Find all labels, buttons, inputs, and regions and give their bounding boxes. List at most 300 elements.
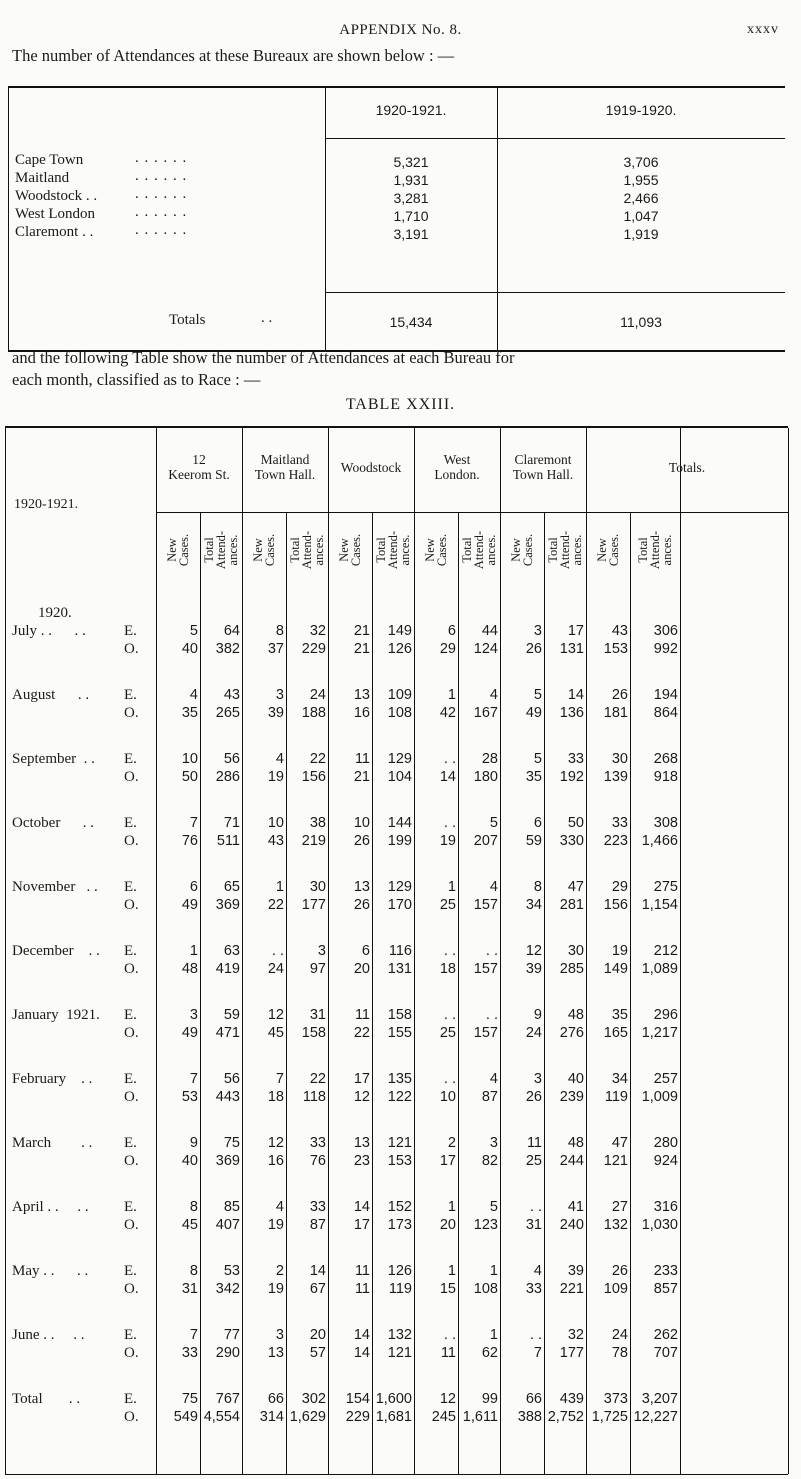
table-cell-o: 121 <box>603 1153 628 1169</box>
table-cell-o: 407 <box>215 1217 240 1233</box>
table-cell-o: 1,030 <box>641 1217 678 1233</box>
table-cell-e: 316 <box>653 1199 678 1215</box>
subheader-text: Total Attend- ances. <box>288 530 326 570</box>
table-cell-o: 108 <box>387 705 412 721</box>
table-cell-o: 40 <box>181 641 198 657</box>
table-cell-e: 39 <box>567 1263 584 1279</box>
table-cell-e: 29 <box>611 879 628 895</box>
table-cell-o: 15 <box>439 1281 456 1297</box>
subheader-text: New Cases. <box>250 533 277 567</box>
table-cell-e: . . <box>443 815 456 831</box>
table-cell-o: 11 <box>354 1281 370 1297</box>
table-cell-e: 126 <box>387 1263 412 1279</box>
table-cell-o: 419 <box>215 961 240 977</box>
table-cell-e: 4 <box>533 1263 542 1279</box>
table-cell-e: 34 <box>611 1071 628 1087</box>
table-cell-o: 188 <box>301 705 326 721</box>
subheader-text: New Cases. <box>164 533 191 567</box>
summary-totals-dots: . . <box>261 310 273 326</box>
table-cell-o: 87 <box>309 1217 326 1233</box>
month-label: November . . <box>12 879 98 895</box>
table-cell-o: 33 <box>525 1281 542 1297</box>
table-cell-e: 154 <box>345 1391 370 1407</box>
summary-value-1919: 1,047 <box>623 208 659 224</box>
race-label-e: E. <box>124 815 137 831</box>
table-cell-e: 3,207 <box>641 1391 678 1407</box>
table-cell-e: 22 <box>309 1071 326 1087</box>
month-label: February . . <box>12 1071 93 1087</box>
table-cell-e: 4 <box>189 687 198 703</box>
table-cell-e: 85 <box>223 1199 240 1215</box>
table-cell-e: 5 <box>533 751 542 767</box>
table-cell-o: 76 <box>309 1153 326 1169</box>
table-cell-o: 924 <box>653 1153 678 1169</box>
table-cell-o: 1,611 <box>462 1409 498 1425</box>
table-cell-e: 17 <box>353 1071 370 1087</box>
table-cell-o: 39 <box>525 961 542 977</box>
table-cell-o: 207 <box>473 833 498 849</box>
table-cell-e: 8 <box>533 879 542 895</box>
table-cell-e: 33 <box>309 1199 326 1215</box>
table-cell-e: 109 <box>387 687 412 703</box>
table-cell-e: 43 <box>611 623 628 639</box>
table-cell-e: 30 <box>611 751 628 767</box>
table-cell-o: 131 <box>559 641 584 657</box>
subheader-text: New Cases. <box>594 533 621 567</box>
month-label: Total . . <box>12 1391 81 1407</box>
table-cell-e: 116 <box>388 943 412 959</box>
table-cell-o: 265 <box>215 705 240 721</box>
summary-total-1920: 15,434 <box>389 314 433 330</box>
table-cell-e: 1 <box>189 943 198 959</box>
table-cell-o: 219 <box>301 833 326 849</box>
table-cell-o: 149 <box>603 961 628 977</box>
table-cell-e: 3 <box>489 1135 498 1151</box>
subheader-text: Total Attend- ances. <box>460 530 498 570</box>
group-header-rule <box>156 512 788 513</box>
race-label-e: E. <box>124 1391 137 1407</box>
table-cell-e: 9 <box>533 1007 542 1023</box>
table-cell-o: 19 <box>267 1281 284 1297</box>
table-cell-o: 126 <box>387 641 412 657</box>
table-cell-e: 53 <box>223 1263 240 1279</box>
table-cell-e: 6 <box>447 623 456 639</box>
table-cell-o: 22 <box>353 1025 370 1041</box>
table-cell-e: 47 <box>611 1135 628 1151</box>
summary-value-1919: 3,706 <box>623 154 659 170</box>
race-label-e: E. <box>124 1135 137 1151</box>
group-divider <box>328 428 329 1474</box>
summary-row-label: Maitland <box>15 170 70 186</box>
month-label: December . . <box>12 943 100 959</box>
table-cell-e: 6 <box>361 943 370 959</box>
table-cell-e: 48 <box>567 1007 584 1023</box>
table-cell-e: 8 <box>275 623 284 639</box>
month-label: August . . <box>12 687 90 703</box>
group-header-line: 12 <box>192 452 206 467</box>
subheader-total-attendances <box>458 516 500 584</box>
group-header-line: West <box>443 452 471 467</box>
table-cell-o: 121 <box>387 1345 412 1361</box>
table-cell-o: 158 <box>301 1025 326 1041</box>
table-cell-e: 135 <box>387 1071 412 1087</box>
table-cell-e: 12 <box>267 1135 284 1151</box>
table-cell-o: 155 <box>387 1025 412 1041</box>
table-cell-e: 3 <box>275 1327 284 1343</box>
table-cell-o: 122 <box>387 1089 412 1105</box>
table-cell-o: 157 <box>473 961 498 977</box>
table-cell-o: 1,681 <box>375 1409 412 1425</box>
table-cell-e: 64 <box>223 623 240 639</box>
table-cell-e: 1 <box>489 1263 498 1279</box>
table-cell-e: 27 <box>611 1199 628 1215</box>
summary-value-1920: 1,710 <box>393 208 429 224</box>
table-cell-e: 14 <box>309 1263 326 1279</box>
group-header <box>586 460 788 475</box>
table-cell-o: 34 <box>525 897 542 913</box>
table-cell-e: 439 <box>559 1391 584 1407</box>
race-label-e: E. <box>124 623 137 639</box>
table-cell-o: 223 <box>603 833 628 849</box>
table-cell-o: 1,009 <box>641 1089 678 1105</box>
race-label-o: O. <box>124 1409 139 1425</box>
table-cell-o: 992 <box>653 641 678 657</box>
table-cell-o: 24 <box>525 1025 542 1041</box>
table-cell-o: 78 <box>611 1345 628 1361</box>
table-cell-o: 18 <box>267 1089 284 1105</box>
table-cell-e: 7 <box>189 1071 198 1087</box>
year-label: 1920. <box>38 605 72 621</box>
race-label-e: E. <box>124 1327 137 1343</box>
table-cell-e: 24 <box>611 1327 628 1343</box>
table-cell-e: 5 <box>189 623 198 639</box>
table-cell-o: 104 <box>387 769 412 785</box>
table-cell-o: 39 <box>267 705 284 721</box>
group-header-line: Maitland <box>260 452 310 467</box>
table-cell-e: 75 <box>181 1391 198 1407</box>
summary-total-1919: 11,093 <box>620 314 662 330</box>
table-cell-e: . . <box>443 943 456 959</box>
table-cell-e: 13 <box>353 687 370 703</box>
table-cell-o: 199 <box>387 833 412 849</box>
table-cell-o: 25 <box>439 1025 456 1041</box>
group-header-line: Claremont <box>514 452 572 467</box>
table-cell-o: 388 <box>517 1409 542 1425</box>
table-cell-o: 139 <box>603 769 628 785</box>
table-cell-e: 144 <box>387 815 412 831</box>
table-cell-e: 32 <box>567 1327 584 1343</box>
summary-row-label: Claremont . . <box>15 224 94 240</box>
table-cell-o: 31 <box>525 1217 542 1233</box>
subheader-text: Total Attend- ances. <box>374 530 412 570</box>
table-cell-o: 42 <box>439 705 456 721</box>
table-cell-o: 7 <box>533 1345 542 1361</box>
race-label-e: E. <box>124 1007 137 1023</box>
summary-row-dots: . . . . . . <box>135 186 188 202</box>
table-cell-o: 35 <box>525 769 542 785</box>
table-cell-e: 152 <box>387 1199 412 1215</box>
table-cell-e: 48 <box>567 1135 584 1151</box>
table-cell-e: 12 <box>439 1391 456 1407</box>
race-label-e: E. <box>124 1071 137 1087</box>
table-cell-e: 1 <box>447 687 456 703</box>
table-xxiii <box>5 426 788 1475</box>
table-cell-e: . . <box>443 1327 456 1343</box>
table-cell-e: 4 <box>489 687 498 703</box>
table-cell-o: 156 <box>301 769 326 785</box>
table-cell-e: 11 <box>354 751 370 767</box>
table-cell-o: 26 <box>353 833 370 849</box>
table-cell-e: 767 <box>215 1391 240 1407</box>
race-label-o: O. <box>124 1089 139 1105</box>
summary-value-1919: 1,919 <box>623 226 659 242</box>
table-cell-e: 1 <box>447 1199 456 1215</box>
table-cell-o: 19 <box>267 1217 284 1233</box>
table-cell-e: 233 <box>653 1263 678 1279</box>
table-cell-e: 5 <box>489 1199 498 1215</box>
subheader-total-attendances <box>286 516 328 584</box>
table-cell-e: 9 <box>189 1135 198 1151</box>
summary-row-dots: . . . . . . <box>135 222 188 238</box>
table-cell-e: 75 <box>223 1135 240 1151</box>
table-cell-o: 1,154 <box>641 897 678 913</box>
table-cell-e: 71 <box>223 815 240 831</box>
table-cell-e: 14 <box>567 687 584 703</box>
table-cell-e: 194 <box>653 687 678 703</box>
table-cell-o: 19 <box>267 769 284 785</box>
table-cell-e: 56 <box>223 751 240 767</box>
table-cell-e: 43 <box>223 687 240 703</box>
table-cell-e: 99 <box>481 1391 498 1407</box>
summary-value-1920: 3,281 <box>393 190 429 206</box>
table-cell-o: 177 <box>301 897 326 913</box>
race-label-o: O. <box>124 1025 139 1041</box>
table-cell-o: 14 <box>439 769 456 785</box>
table-cell-o: 43 <box>267 833 284 849</box>
race-label-e: E. <box>124 751 137 767</box>
page-number: xxxv <box>747 22 779 37</box>
race-label-o: O. <box>124 705 139 721</box>
table-cell-e: 308 <box>653 815 678 831</box>
table-cell-o: 549 <box>173 1409 198 1425</box>
table-cell-o: 24 <box>267 961 284 977</box>
table-cell-e: 11 <box>526 1135 542 1151</box>
table-cell-e: 14 <box>353 1327 370 1343</box>
subheader-new-cases <box>156 516 200 584</box>
table-cell-e: . . <box>443 751 456 767</box>
subheader-text: New Cases. <box>336 533 363 567</box>
group-header-line: Totals. <box>668 460 706 475</box>
table-cell-e: . . <box>443 1007 456 1023</box>
table-cell-e: 121 <box>387 1135 412 1151</box>
table-cell-o: 12,227 <box>633 1409 678 1425</box>
table-cell-e: 77 <box>223 1327 240 1343</box>
summary-row-dots: . . . . . . <box>135 168 188 184</box>
table-cell-e: 129 <box>387 879 412 895</box>
table-cell-o: 76 <box>181 833 198 849</box>
table-cell-o: 45 <box>181 1217 198 1233</box>
table-cell-o: 57 <box>309 1345 326 1361</box>
table-cell-e: 8 <box>189 1263 198 1279</box>
subheader-total-attendances <box>200 516 242 584</box>
summary-totals-label: Totals <box>169 312 206 328</box>
table-cell-e: 8 <box>189 1199 198 1215</box>
race-label-e: E. <box>124 1263 137 1279</box>
table-cell-e: 33 <box>611 815 628 831</box>
paragraph-line-2: each month, classified as to Race : — <box>12 370 261 389</box>
race-label-o: O. <box>124 833 139 849</box>
table-cell-e: 12 <box>267 1007 284 1023</box>
table-cell-o: 119 <box>388 1281 412 1297</box>
table-cell-o: 31 <box>181 1281 198 1297</box>
group-header <box>500 452 586 482</box>
table-cell-e: 63 <box>223 943 240 959</box>
table-cell-e: 24 <box>309 687 326 703</box>
table-title: TABLE XXIII. <box>345 396 456 413</box>
page-header: APPENDIX No. 8. <box>339 22 462 38</box>
table-cell-o: 177 <box>559 1345 584 1361</box>
table-cell-o: 281 <box>559 897 584 913</box>
table-cell-o: 10 <box>439 1089 456 1105</box>
table-cell-o: 245 <box>431 1409 456 1425</box>
group-divider <box>242 428 243 1474</box>
table-cell-o: 33 <box>181 1345 198 1361</box>
table-cell-e: 3 <box>533 1071 542 1087</box>
table-cell-o: 857 <box>653 1281 678 1297</box>
race-label-o: O. <box>124 641 139 657</box>
table-cell-o: 181 <box>603 705 628 721</box>
table-cell-o: 40 <box>181 1153 198 1169</box>
month-label: June . . . . <box>12 1327 85 1343</box>
table-cell-o: 2,752 <box>547 1409 584 1425</box>
table-cell-o: 48 <box>181 961 198 977</box>
subheader-text: New Cases. <box>422 533 449 567</box>
table-cell-o: 330 <box>559 833 584 849</box>
table-cell-o: 29 <box>439 641 456 657</box>
summary-value-1919: 1,955 <box>623 172 659 188</box>
table-cell-o: 167 <box>473 705 498 721</box>
table-cell-o: 20 <box>353 961 370 977</box>
race-label-o: O. <box>124 1345 139 1361</box>
table-cell-e: 13 <box>353 879 370 895</box>
table-cell-e: 33 <box>309 1135 326 1151</box>
summary-total-rule <box>325 292 785 293</box>
group-header <box>414 452 500 482</box>
table-cell-o: 14 <box>353 1345 370 1361</box>
table-cell-e: 373 <box>603 1391 628 1407</box>
group-divider <box>156 428 157 1474</box>
subheader-new-cases <box>586 516 630 584</box>
table-cell-o: 12 <box>353 1089 370 1105</box>
subheader-text: Total Attend- ances. <box>636 530 674 570</box>
table-cell-e: 30 <box>567 943 584 959</box>
corner-label: 1920-1921. <box>14 497 79 512</box>
table-cell-e: 10 <box>353 815 370 831</box>
table-cell-e: 41 <box>567 1199 584 1215</box>
table-cell-e: 47 <box>567 879 584 895</box>
summary-row-label: Cape Town <box>15 152 84 168</box>
table-cell-e: 14 <box>353 1199 370 1215</box>
subheader-total-attendances <box>372 516 414 584</box>
table-cell-o: 443 <box>215 1089 240 1105</box>
table-cell-o: 244 <box>559 1153 584 1169</box>
table-cell-o: 123 <box>473 1217 498 1233</box>
table-cell-e: 22 <box>309 751 326 767</box>
race-label-o: O. <box>124 961 139 977</box>
table-cell-e: 149 <box>387 623 412 639</box>
table-cell-e: 26 <box>611 1263 628 1279</box>
table-cell-e: 6 <box>533 815 542 831</box>
table-cell-e: 28 <box>481 751 498 767</box>
table-cell-e: 11 <box>354 1263 370 1279</box>
table-cell-e: 4 <box>489 1071 498 1087</box>
table-cell-e: 65 <box>223 879 240 895</box>
table-cell-e: 4 <box>489 879 498 895</box>
group-header-line: London. <box>434 467 480 482</box>
table-cell-o: 109 <box>603 1281 628 1297</box>
table-cell-o: 180 <box>473 769 498 785</box>
table-cell-e: 3 <box>275 687 284 703</box>
group-header-line: Town Hall. <box>512 467 574 482</box>
group-divider <box>414 428 415 1474</box>
table-cell-o: 23 <box>353 1153 370 1169</box>
table-cell-e: . . <box>485 1007 498 1023</box>
table-cell-e: 5 <box>533 687 542 703</box>
table-cell-o: 342 <box>215 1281 240 1297</box>
group-divider <box>500 428 501 1474</box>
table-cell-o: 918 <box>653 769 678 785</box>
summary-row-dots: . . . . . . <box>135 150 188 166</box>
table-cell-e: 3 <box>317 943 326 959</box>
table-cell-o: 124 <box>473 641 498 657</box>
table-cell-o: 156 <box>603 897 628 913</box>
race-label-o: O. <box>124 1281 139 1297</box>
table-cell-o: 1,629 <box>289 1409 326 1425</box>
table-cell-o: 276 <box>559 1025 584 1041</box>
race-label-e: E. <box>124 1199 137 1215</box>
table-cell-e: 5 <box>489 815 498 831</box>
table-cell-o: 45 <box>267 1025 284 1041</box>
table-cell-e: 280 <box>653 1135 678 1151</box>
table-cell-e: 56 <box>223 1071 240 1087</box>
table-cell-e: 32 <box>309 623 326 639</box>
table-cell-o: 21 <box>353 641 370 657</box>
table-cell-o: 1,089 <box>641 961 678 977</box>
table-cell-o: 153 <box>387 1153 412 1169</box>
table-cell-o: 18 <box>439 961 456 977</box>
summary-header-rule <box>325 138 785 139</box>
summary-value-1920: 3,191 <box>393 226 429 242</box>
table-cell-e: 1 <box>447 1263 456 1279</box>
table-cell-o: 26 <box>353 897 370 913</box>
subheader-total-attendances <box>544 516 586 584</box>
table-cell-e: 1 <box>447 879 456 895</box>
table-cell-o: 108 <box>473 1281 498 1297</box>
table-cell-o: 229 <box>345 1409 370 1425</box>
table-cell-e: 1 <box>489 1327 498 1343</box>
table-cell-e: 2 <box>447 1135 456 1151</box>
table-cell-e: 11 <box>354 1007 370 1023</box>
table-cell-e: 30 <box>309 879 326 895</box>
table-cell-e: 13 <box>353 1135 370 1151</box>
table-cell-o: 11 <box>440 1345 456 1361</box>
table-cell-e: . . <box>485 943 498 959</box>
table-cell-e: 4 <box>275 1199 284 1215</box>
table-cell-e: 66 <box>525 1391 542 1407</box>
table-cell-e: 268 <box>653 751 678 767</box>
table-cell-o: 221 <box>559 1281 584 1297</box>
table-cell-o: 16 <box>267 1153 284 1169</box>
